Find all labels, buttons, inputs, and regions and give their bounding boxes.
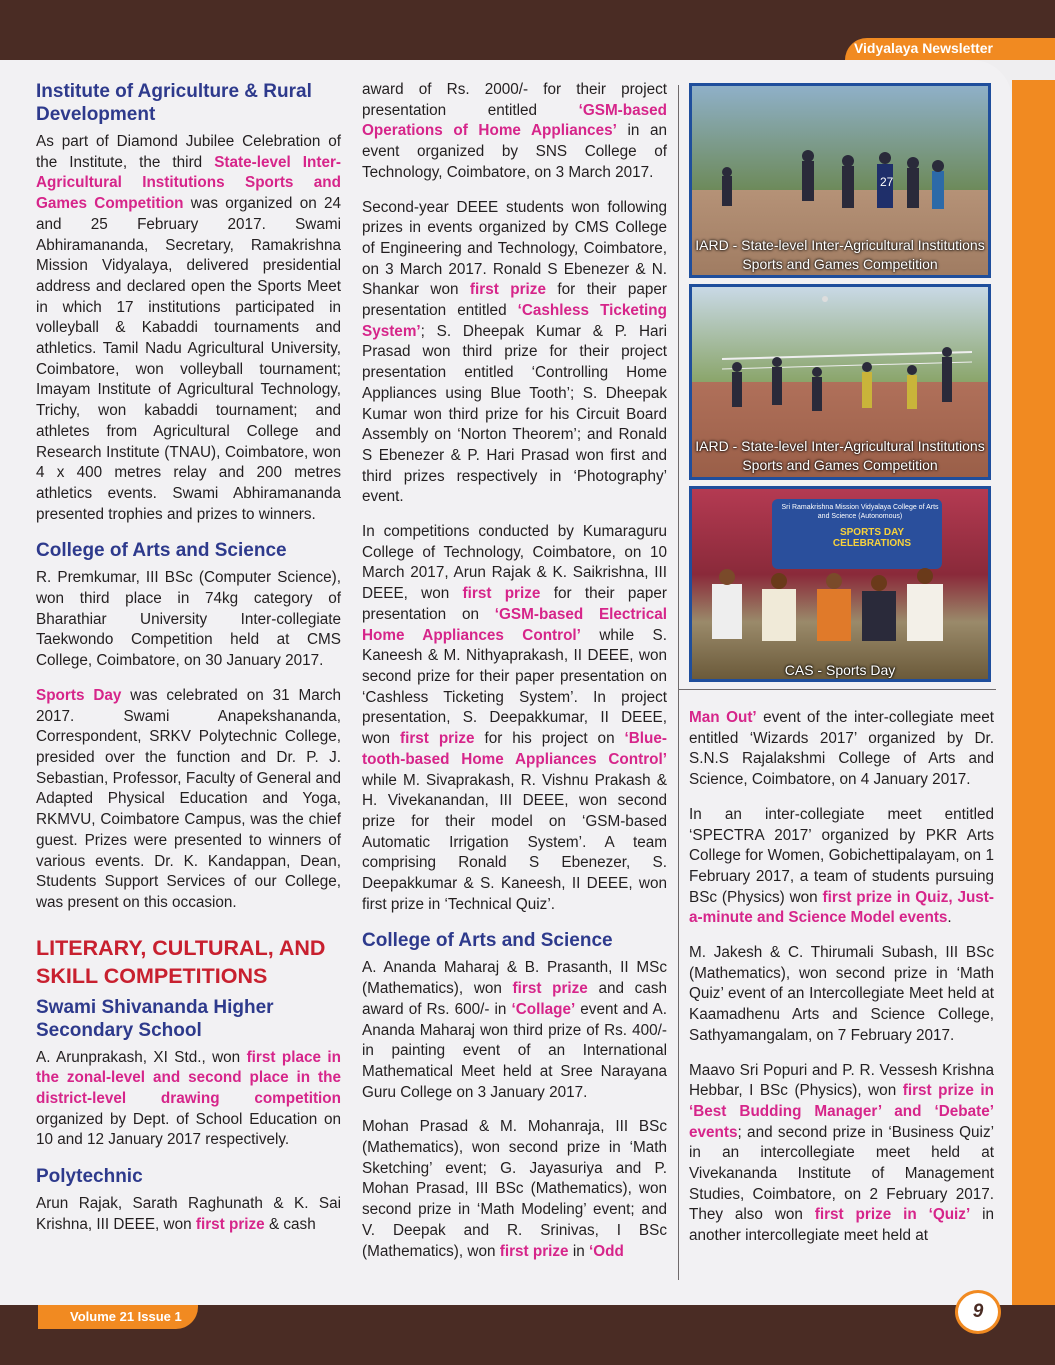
photo-caption: IARD - State-level Inter-Agricultural Institutions Sports and Games Competition	[695, 237, 985, 272]
paragraph: A. Arunprakash, XI Std., won first place in the zonal-level and second place in the district-level drawing competition organized by Dept. of School Education on 10 and 12 January 2017 respectively.	[36, 1048, 341, 1149]
paragraph: A. Ananda Maharaj & B. Prasanth, II MSc (Mathematics), won first prize and cash award of Rs. 600/- in ‘Collage’ event and A. Ananda Maharaj won third prize of Rs. 400/- in painting event of an International Mathematical Meet held at Sree Narayana Guru College on 3 January 2017.	[362, 959, 667, 1101]
jersey-number: 27	[880, 175, 894, 189]
heading-polytechnic: Polytechnic	[36, 1166, 143, 1188]
newsletter-title: Vidyalaya Newsletter	[853, 40, 993, 56]
paragraph: Mohan Prasad & M. Mohanraja, III BSc (Mathematics), won second prize in ‘Math Sketching’ event; G. Jayasuriya and P. Mohan Prasad, III BSc (Mathematics), won second prize in ‘Math Modeling’ event; and V. Deepak and R. Srinivas, I BSc (Mathematics), won first prize in ‘Odd	[362, 1118, 667, 1260]
photo-volleyball	[689, 284, 991, 480]
paragraph: R. Premkumar, III BSc (Computer Science), won third place in 74kg category of Bharathiar University Inter-collegiate Taekwondo Competition held at CMS College, Coimbatore, on 30 January 2017.	[36, 569, 341, 670]
paragraph: In competitions conducted by Kumaraguru College of Technology, Coimbatore, on 10 March 2017, Arun Rajak & K. Saikrishna, III DEEE, won first prize for their paper presentation on ‘GSM-based Electrical Home Appliances Control’ while S. Kaneesh & M. Nithyaprakash, II DEEE, won second prize for their paper presentation on ‘Cashless Ticketing System’. In project presentation, S. Deepakkumar, II DEEE, won first prize for his project on ‘Blue-tooth-based Home Appliances Control’ while M. Sivaprakash, R. Vishnu Prakash & H. Vivekanandan, III DEEE, won second prize for their model on ‘GSM-based Automatic Irrigation System’. A team comprising Ronald S Ebenezer, S. Deepakkumar & S. Kaneesh, II DEEE, won first prize in ‘Technical Quiz’.	[362, 523, 668, 913]
banner-org: Sri Ramakrishna Mission Vidyalaya College of Arts and Science (Autonomous)	[781, 504, 939, 520]
side-accent-bar	[1012, 80, 1055, 1310]
photo-divider	[678, 689, 996, 690]
photo-kabaddi	[689, 83, 991, 278]
photo-caption: CAS - Sports Day	[784, 662, 896, 678]
paragraph: In an inter-collegiate meet entitled ‘SPECTRA 2017’ organized by PKR Arts College for Women, Gobichettipalayam, on 1 February 2017, a team of students pursuing BSc (Physics) won first prize in Quiz, Just-a-minute and Science Model events.	[689, 805, 994, 927]
photo-sports-day	[689, 486, 991, 682]
heading-cas-2: College of Arts and Science	[362, 930, 613, 952]
paragraph: award of Rs. 2000/- for their project presentation entitled ‘GSM-based Operations of Home Appliances’ in an event organized by SNS College of Technology, Coimbatore, on 3 March 2017.	[362, 81, 668, 181]
column-divider	[678, 85, 679, 1280]
column-3	[689, 708, 994, 1261]
paragraph: M. Jakesh & C. Thirumali Subash, III BSc (Mathematics), won second prize in ‘Math Quiz’ event of an Intercollegiate Meet held at Kaamadhenu Arts and Science College, Sathyamangalam, on 7 February 2017.	[689, 944, 994, 1044]
paragraph: Arun Rajak, Sarath Raghunath & K. Sai Krishna, III DEEE, won first prize & cash	[36, 1195, 341, 1233]
paragraph: Maavo Sri Popuri and P. R. Vessesh Krishna Hebbar, I BSc (Physics), won first prize in ‘Best Budding Manager’ and ‘Debate’ events; and second prize in ‘Business Quiz’ in an intercollegiate meet held at Vivekananda Institute of Management Studies, Coimbatore, on 2 February 2017. They also won first prize in ‘Quiz’ in another intercollegiate meet held at	[689, 1061, 994, 1245]
paragraph: Sports Day was celebrated on 31 March 2017. Swami Anapekshananda, Correspondent, SRKV Polytechnic College, presided over the function and Dr. P. J. Sebastian, Professor, Faculty of General and Adapted Physical Education and Yoga, RKMVU, Coimbatore Campus, was the chief guest. Prizes were presented to winners of various events. Dr. K. Kandappan, Dean, Students Support Services of our College, was present on this occasion.	[36, 686, 342, 911]
page-number: 9	[955, 1290, 1001, 1334]
heading-cas: College of Arts and Science	[36, 540, 287, 562]
paragraph: Second-year DEEE students won following prizes in events organized by CMS College of Engineering and Technology, Coimbatore, on 3 March 2017. Ronald S Ebenezer & N. Shankar won first prize for their paper presentation entitled ‘Cashless Ticketing System’; S. Dheepak Kumar & P. Hari Prasad won third prize for their project presentation entitled ‘Controlling Home Appliances using Blue Tooth’; S. Dheepak Kumar won third prize for his Circuit Board Assembly on ‘Norton Theorem’; and Ronald S Ebenezer & P. Hari Prasad won first and third prizes respectively in ‘Photography’ event.	[362, 198, 668, 506]
column-2	[362, 80, 667, 1276]
column-1	[36, 80, 341, 1250]
heading-iard: Institute of Agriculture & Rural Development	[36, 81, 312, 125]
volume-issue: Volume 21 Issue 1	[70, 1309, 182, 1324]
heading-sshss: Swami Shivananda Higher Secondary School	[36, 996, 274, 1041]
banner-title: SPORTS DAY CELEBRATIONS	[832, 527, 912, 549]
heading-literary: LITERARY, CULTURAL, AND SKILL COMPETITIONS	[36, 935, 326, 988]
photo-caption: IARD - State-level Inter-Agricultural Institutions Sports and Games Competition	[695, 438, 985, 473]
paragraph: Man Out’ event of the inter-collegiate meet entitled ‘Wizards 2017’ organized by Dr. S.N.S Rajalakshmi College of Arts and Science, Coimbatore, on 4 January 2017.	[689, 709, 994, 789]
paragraph: As part of Diamond Jubilee Celebration of the Institute, the third State-level Inter-Agricultural Institutions Sports and Games Competition was organized on 24 and 25 February 2017. Swami Abhiramananda, Secretary, Ramakrishna Mission Vidyalaya, delivered presidential address and declared open the Sports Meet in which 17 institutions participated in volleyball & Kabaddi tournaments and athletics. Tamil Nadu Agricultural University, Coimbatore, won volleyball tournament; Imayam Institute of Agricultural Technology, Trichy, won kabaddi tournament; and athletes from Agricultural College and Research Institute (TNAU), Coimbatore, won 4 x 400 metres relay and 200 metres athletics events. Swami Abhiramananda presented trophies and prizes to winners.	[36, 133, 342, 523]
guests-illustration	[692, 489, 988, 679]
